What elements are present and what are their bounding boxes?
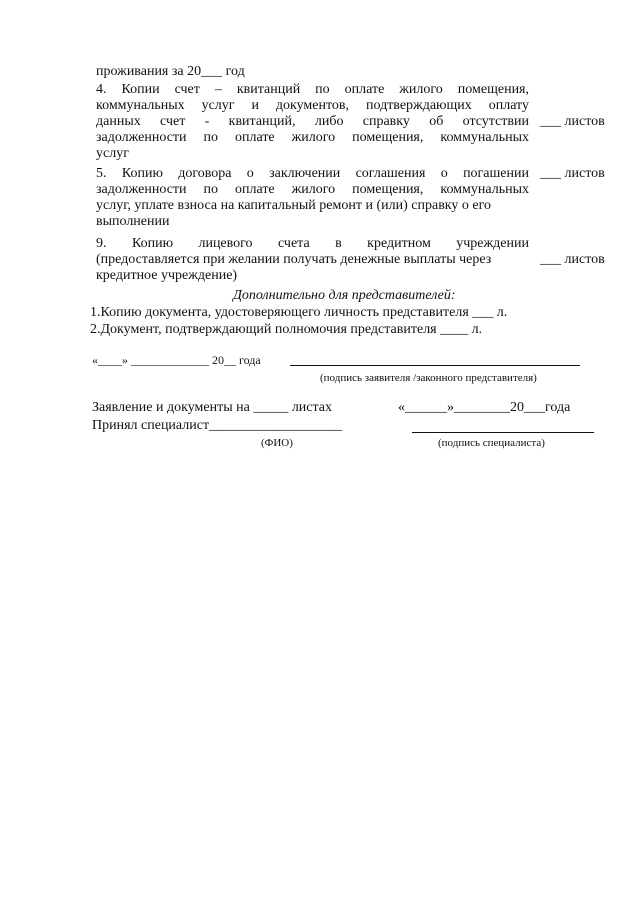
accepted-by-specialist: Принял специалист___________________	[92, 418, 343, 433]
item-4-line-5: услуг	[96, 146, 129, 161]
item-9-line-1: 9. Копию лицевого счета в кредитном учреждении	[96, 236, 529, 251]
item-9-line-3: кредитное учреждение)	[96, 268, 238, 283]
item-4-sheets: ___ листов	[540, 114, 605, 129]
specialist-signature-caption: (подпись специалиста)	[438, 437, 545, 449]
item-5-line-1: 5. Копию договора о заключении соглашения о погашении	[96, 166, 529, 181]
representatives-heading: Дополнительно для представителей:	[233, 288, 456, 303]
specialist-signature-line	[412, 432, 594, 433]
item-4-line-3: данных счет - квитанций, либо справку об отсутствии	[96, 114, 529, 129]
item-5-sheets: ___ листов	[540, 166, 605, 181]
item-9-line-2: (предоставляется при желании получать денежные выплаты через	[96, 252, 492, 267]
item-5-line-4: выполнении	[96, 214, 170, 229]
rep-item-1: 1.Копию документа, удостоверяющего личность представителя ___ л.	[90, 305, 508, 320]
documents-sheets-line: Заявление и документы на _____ листах	[92, 400, 333, 415]
applicant-date-line: «____» _____________ 20__ года	[92, 353, 261, 367]
item-5-line-2: задолженности по оплате жилого помещения, коммунальных	[96, 182, 529, 197]
item-9-sheets: ___ листов	[540, 252, 605, 267]
item-4-line-2: коммунальных услуг и документов, подтверждающих оплату	[96, 98, 529, 113]
rep-item-2: 2.Документ, подтверждающий полномочия представителя ____ л.	[90, 322, 483, 337]
applicant-signature-caption: (подпись заявителя /законного представителя)	[320, 372, 537, 384]
fio-caption: (ФИО)	[261, 437, 293, 449]
residence-year-line: проживания за 20___ год	[96, 64, 245, 79]
documents-date-line: «______»________20___года	[398, 400, 571, 415]
item-4-line-4: задолженности по оплате жилого помещения, коммунальных	[96, 130, 529, 145]
applicant-signature-line	[290, 365, 580, 366]
item-5-line-3: услуг, уплате взноса на капитальный ремонт и (или) справку о его	[96, 198, 492, 213]
item-4-line-1: 4. Копии счет – квитанций по оплате жилого помещения,	[96, 82, 529, 97]
